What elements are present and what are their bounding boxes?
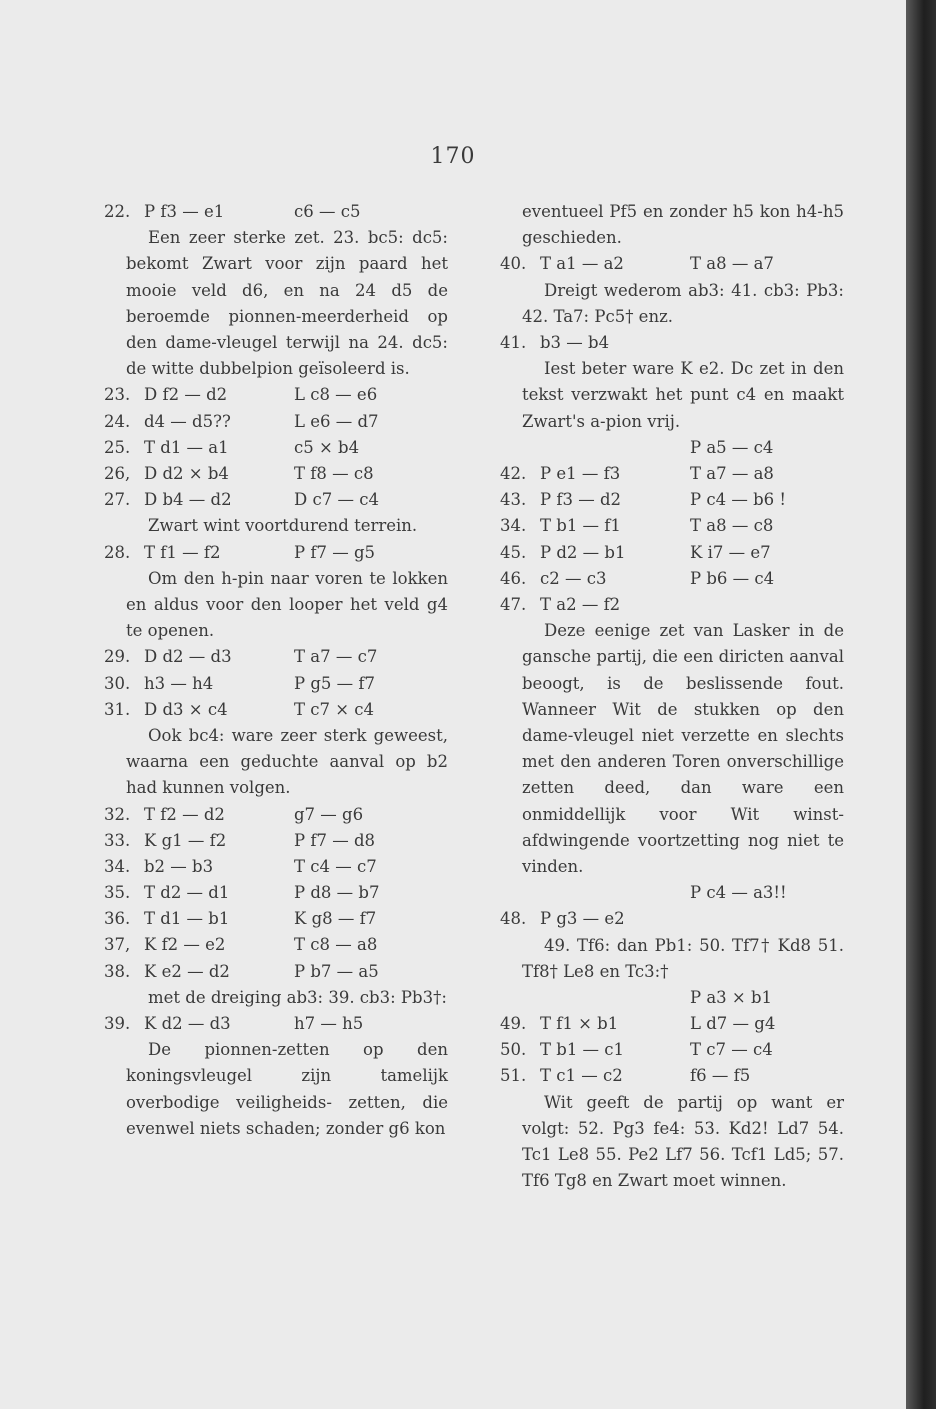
move-line [500,251,850,277]
white-move: T a2 — f2 [540,594,621,614]
white-move: b3 — b4 [540,333,610,352]
black-move: T c4 — c7 [294,856,377,876]
move-line [104,697,454,723]
white-move: T b1 — c1 [540,1040,625,1060]
move-line [104,1011,454,1037]
black-move: P b6 — c4 [690,568,775,588]
black-move: T f8 — c8 [294,463,374,483]
annotation: Deze eenige zet van Lasker in de gansche partij, die een diricten aanval beoogt, is de beslissende fout. Wanneer Wit de stukken op den dame-vleugel niet verzette en slechts met den anderen Toren onverschillige zetten deed, dan ware een onmiddellijk voor Wit winst-afdwingende voortzetting nog niet te vinden. [522,621,844,876]
move-line [104,828,454,854]
black-move: T c8 — a8 [294,935,378,955]
black-move [690,330,850,356]
white-move: c2 — c3 [540,568,607,588]
white-move: T f1 — f2 [144,542,221,562]
black-move: K i7 — e7 [690,542,771,562]
move-line [104,854,454,880]
move-line [500,330,850,356]
move-line [104,802,454,828]
black-move: T c7 × c4 [294,699,375,719]
black-move: P b7 — a5 [294,961,379,981]
move-number: 27. [104,490,131,510]
move-line [104,435,454,461]
move-line [104,959,454,985]
black-move: D c7 — c4 [294,490,379,510]
move-number: 43. [500,490,527,510]
annotation: De pionnen-zetten op den koningsvleugel zijn tamelijk overbodige veiligheids- zetten, die evenwel niets schaden; zonder g6 kon [126,1040,448,1138]
move-line [104,906,454,932]
white-move: T f2 — d2 [144,804,225,824]
move-number: 23. [104,385,131,405]
black-move: P f7 — g5 [294,542,376,562]
white-move: T f1 × b1 [540,1014,619,1034]
black-move: P g5 — f7 [294,673,376,693]
move-line [500,566,850,592]
move-line [104,671,454,697]
move-number: 37, [104,935,131,955]
move-line [500,540,850,566]
annotation: Een zeer sterke zet. 23. bc5: dc5: bekomt Zwart voor zijn paard het mooie veld d6, en na 24 d5 de beroemde pionnen-meerderheid op den dame-vleugel terwijl na 24. dc5: de witte dubbelpion geïsoleerd is. [126,228,448,379]
white-move: P f3 — e1 [144,202,225,221]
black-move: T a7 — a8 [690,463,774,483]
move-number: 38. [104,961,131,981]
move-number: 28. [104,542,131,562]
right-column [500,199,850,1194]
white-move: P d2 — b1 [540,542,626,562]
left-column [104,199,454,1142]
move-line [104,932,454,958]
annotation: Zwart wint voortdurend terrein. [148,516,418,536]
black-move: L e6 — d7 [294,411,379,431]
white-move: T d1 — a1 [144,437,229,457]
black-move: T c7 — c4 [690,1040,773,1060]
black-move: f6 — f5 [690,1066,751,1086]
move-line [500,487,850,513]
white-move: D b4 — d2 [144,490,232,510]
annotation: met de dreiging ab3: 39. cb3: Pb3†: [148,987,447,1007]
black-move: L c8 — e6 [294,385,378,405]
white-move: T d2 — d1 [144,883,230,903]
move-line [500,1063,850,1089]
white-move: K d2 — d3 [144,1014,231,1034]
black-move: K g8 — f7 [294,909,377,929]
black-move: g7 — g6 [294,804,364,824]
annotation: 49. Tf6: dan Pb1: 50. Tf7† Kd8 51. Tf8† Le8 en Tc3:† [522,935,844,981]
white-move: P f3 — d2 [540,490,622,510]
white-move: T b1 — f1 [540,516,621,536]
move-line [104,409,454,435]
move-number: 32. [104,804,131,824]
black-move: P f7 — d8 [294,830,376,850]
black-move: h7 — h5 [294,1014,364,1034]
move-number: 50. [500,1040,527,1060]
move-line [500,906,850,932]
page-number: 170 [430,144,476,169]
move-number: 34. [500,516,527,536]
move-number: 49. [500,1014,527,1034]
move-number: 39. [104,1014,131,1034]
white-move: T c1 — c2 [540,1066,623,1086]
move-number: 22. [104,202,131,221]
move-number: 29. [104,647,131,667]
black-move: c5 × b4 [294,437,360,457]
move-number: 45. [500,542,527,562]
white-move: D f2 — d2 [144,385,228,405]
move-number: 41. [500,333,527,352]
move-number: 51. [500,1066,527,1086]
move-number: 48. [500,909,527,929]
black-move: T a8 — a7 [690,254,774,274]
white-move: P e1 — f3 [540,463,621,483]
white-move: P g3 — e2 [540,909,625,929]
white-move: K e2 — d2 [144,961,230,981]
move-line [104,461,454,487]
white-move: h3 — h4 [144,673,214,693]
book-spine [906,0,936,1409]
white-move: D d2 — d3 [144,647,232,667]
annotation: Om den h-pin naar voren te lokken en aldus voor den looper het veld g4 te openen. [126,568,448,641]
annotation: Ook bc4: ware zeer sterk geweest, waarna een geduchte aanval op b2 had kunnen volgen. [126,725,448,798]
move-line [500,592,850,618]
move-line [500,1037,850,1063]
white-move: d4 — d5?? [144,411,231,431]
black-move-line: P c4 — a3!! [690,883,787,903]
move-number: 47. [500,594,527,614]
white-move: T d1 — b1 [144,909,230,929]
white-move: K f2 — e2 [144,935,226,955]
move-number: 36. [104,909,131,929]
move-line [500,461,850,487]
black-move: T a8 — c8 [690,516,774,536]
move-line [104,880,454,906]
black-move: c6 — c5 [294,202,361,221]
move-number: 26, [104,463,131,483]
black-move: T a7 — c7 [294,647,378,667]
annotation: Iest beter ware K e2. Dc zet in den tekst verzwakt het punt c4 en maakt Zwart's a-pion vrij. [522,359,844,431]
black-move-line: P a3 × b1 [690,987,773,1007]
white-move: D d3 × c4 [144,699,228,719]
black-move: P c4 — b6 ! [690,490,787,510]
move-number: 42. [500,463,527,483]
move-line [104,487,454,513]
move-line [104,540,454,566]
move-line [500,513,850,539]
white-move: D d2 × b4 [144,463,229,483]
white-move: T a1 — a2 [540,254,624,274]
move-number: 35. [104,883,131,903]
move-line [104,199,454,225]
black-move-line: P a5 — c4 [690,437,774,457]
move-line [500,1011,850,1037]
move-number: 30. [104,673,131,693]
move-number: 34. [104,856,131,876]
move-number: 25. [104,437,131,457]
black-move [690,592,850,618]
annotation: Dreigt wederom ab3: 41. cb3: Pb3: 42. Ta7: Pc5† enz. [522,280,844,326]
white-move: b2 — b3 [144,856,214,876]
black-move: P d8 — b7 [294,883,380,903]
black-move: L d7 — g4 [690,1014,776,1034]
move-line [104,382,454,408]
annotation: Wit geeft de partij op want er volgt: 52. Pg3 fe4: 53. Kd2! Ld7 54. Tc1 Le8 55. Pe2 Lf7 56. Tcf1 Ld5; 57. Tf6 Tg8 en Zwart moet winnen. [522,1092,844,1191]
move-number: 24. [104,411,131,431]
move-line [104,644,454,670]
black-move [690,906,850,932]
white-move: K g1 — f2 [144,830,227,850]
move-number: 40. [500,254,527,274]
move-number: 46. [500,568,527,588]
move-number: 31. [104,699,131,719]
annotation-continued: eventueel Pf5 en zonder h5 kon h4-h5 geschieden. [522,202,844,248]
move-number: 33. [104,830,131,850]
